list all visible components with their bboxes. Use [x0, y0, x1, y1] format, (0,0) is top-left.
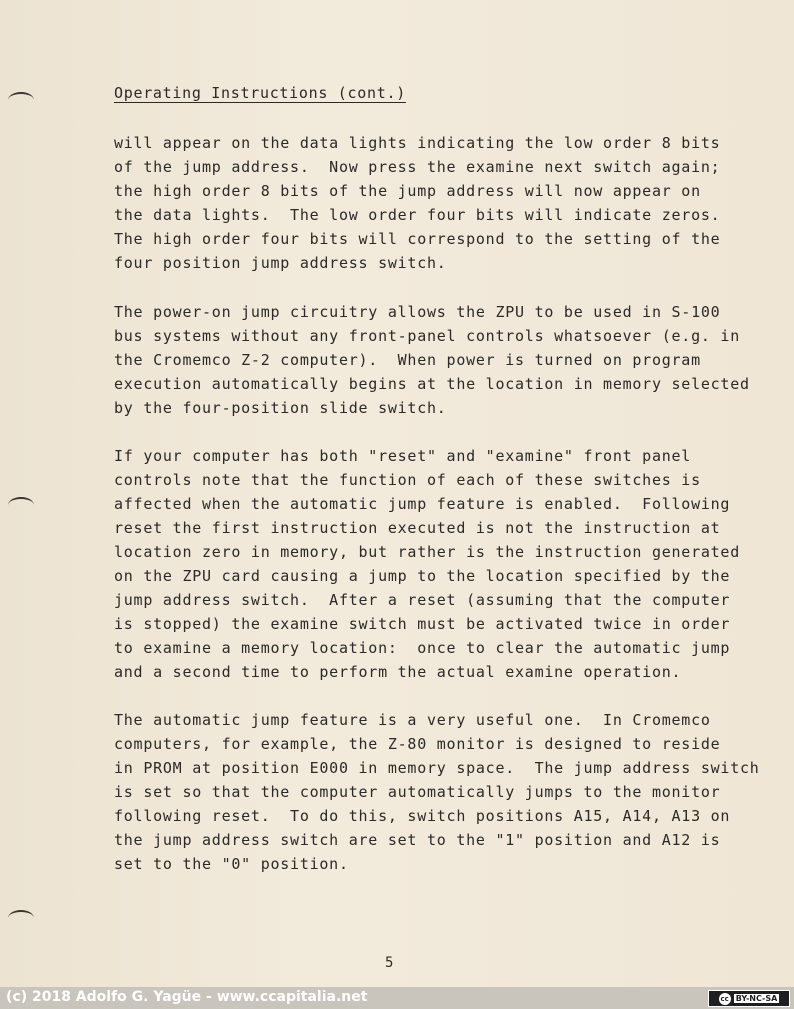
text-line: on the ZPU card causing a jump to the location specified by the	[114, 567, 731, 585]
cc-icon: cc	[720, 994, 729, 1003]
text-line: the jump address switch are set to the "1" position and A12 is	[114, 831, 721, 849]
page-number: 5	[385, 955, 394, 971]
text-line: in PROM at position E000 in memory space. The jump address switch	[114, 759, 760, 777]
text-line: If your computer has both "reset" and "examine" front panel	[114, 447, 692, 465]
paragraph-4	[114, 708, 760, 876]
license-badge-label: BY-NC-SA	[735, 994, 778, 1003]
text-line: location zero in memory, but rather is the instruction generated	[114, 543, 740, 561]
text-line: four position jump address switch.	[114, 254, 447, 272]
text-line: bus systems without any front-panel controls whatsoever (e.g. in	[114, 327, 740, 345]
binder-hole-bottom	[8, 910, 34, 926]
paragraph-3	[114, 444, 740, 684]
text-line: following reset. To do this, switch positions A15, A14, A13 on	[114, 807, 731, 825]
text-line: is set so that the computer automatically jumps to the monitor	[114, 783, 721, 801]
copyright-credit: (c) 2018 Adolfo G. Yagüe - www.ccapitalia.net	[6, 989, 368, 1005]
text-line: the Cromemco Z-2 computer). When power is turned on program	[114, 351, 701, 369]
text-line: affected when the automatic jump feature is enabled. Following	[114, 495, 731, 513]
section-heading: Operating Instructions (cont.)	[114, 84, 406, 102]
text-line: and a second time to perform the actual examine operation.	[114, 663, 682, 681]
paragraph-2	[114, 300, 750, 420]
binder-hole-top	[8, 92, 34, 108]
text-line: The high order four bits will correspond to the setting of the	[114, 230, 721, 248]
text-line: of the jump address. Now press the examine next switch again;	[114, 158, 721, 176]
text-line: controls note that the function of each of these switches is	[114, 471, 701, 489]
text-line: jump address switch. After a reset (assuming that the computer	[114, 591, 731, 609]
text-line: will appear on the data lights indicating the low order 8 bits	[114, 134, 721, 152]
text-line: execution automatically begins at the location in memory selected	[114, 375, 750, 393]
text-line: the high order 8 bits of the jump address will now appear on	[114, 182, 701, 200]
text-line: set to the "0" position.	[114, 855, 349, 873]
text-line: reset the first instruction executed is not the instruction at	[114, 519, 721, 537]
text-line: the data lights. The low order four bits will indicate zeros.	[114, 206, 721, 224]
binder-hole-middle	[8, 497, 34, 513]
text-line: to examine a memory location: once to clear the automatic jump	[114, 639, 731, 657]
cc-license-badge[interactable]	[708, 990, 790, 1007]
text-line: by the four-position slide switch.	[114, 399, 447, 417]
paragraph-1	[114, 131, 720, 275]
text-line: The automatic jump feature is a very useful one. In Cromemco	[114, 711, 711, 729]
footer-bar	[0, 987, 794, 1009]
text-line: computers, for example, the Z-80 monitor is designed to reside	[114, 735, 721, 753]
text-line: The power-on jump circuitry allows the ZPU to be used in S-100	[114, 303, 721, 321]
text-line: is stopped) the examine switch must be activated twice in order	[114, 615, 731, 633]
